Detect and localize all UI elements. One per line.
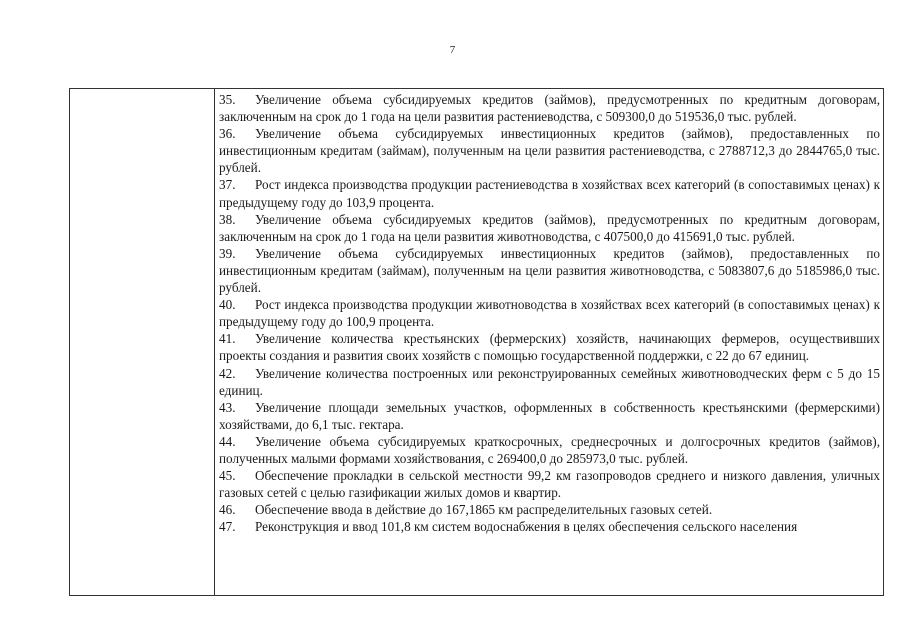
item-text: Увеличение объема субсидируемых инвестиционных кредитов (займов), предоставленных по инвестиционным кредитам (займам), полученным на цели развития растениеводства, с 2788712,3 до 2844765,0 тыс. рублей. (219, 126, 880, 176)
list-item (219, 91, 880, 125)
list-item (219, 176, 880, 210)
item-number: 41. (219, 331, 236, 347)
list-item (219, 365, 880, 399)
item-number: 39. (219, 245, 236, 261)
list-item (219, 296, 880, 330)
item-text: Обеспечение ввода в действие до 167,1865 км распределительных газовых сетей. (255, 502, 713, 518)
list-item (219, 501, 880, 518)
list-item (219, 211, 880, 245)
page-number: 7 (449, 44, 456, 56)
list-item (219, 433, 880, 467)
list-item (219, 467, 880, 501)
table-row (70, 89, 884, 596)
item-text: Обеспечение прокладки в сельской местности 99,2 км газопроводов среднего и низкого давления, уличных газовых сетей с целью газификации жилых домов и квартир. (219, 468, 880, 501)
item-number: 42. (219, 365, 236, 381)
item-text: Рост индекса производства продукции растениеводства в хозяйствах всех категорий (в сопоставимых ценах) к предыдущему году до 103,9 процента. (219, 177, 880, 210)
item-text: Увеличение количества крестьянских (фермерских) хозяйств, начинающих фермеров, осуществивших проекты создания и развития своих хозяйств с помощью государственной поддержки, с 22 до 67 единиц. (219, 331, 880, 364)
item-number: 47. (219, 519, 236, 535)
list-item (219, 518, 880, 535)
list-item (219, 125, 880, 176)
item-number: 36. (219, 126, 236, 142)
item-number: 45. (219, 468, 236, 484)
item-text: Увеличение объема субсидируемых инвестиционных кредитов (займов), предоставленных по инвестиционным кредитам (займам), полученным на цели развития животноводства, с 5083807,6 до 5185986,0 тыс. рублей. (219, 245, 880, 296)
item-number: 37. (219, 177, 236, 193)
item-text: Увеличение объема субсидируемых кредитов (займов), предусмотренных по кредитным договорам, заключенным на срок до 1 года на цели развития растениеводства, с 509300,0 до 519536,0 тыс. рублей. (219, 92, 880, 125)
item-number: 40. (219, 297, 236, 313)
list-item (219, 330, 880, 364)
item-number: 35. (219, 92, 236, 107)
list-item (219, 245, 880, 296)
document-table (69, 88, 884, 596)
item-text: Увеличение объема субсидируемых кредитов (займов), предусмотренных по кредитным договорам, заключенным на срок до 1 года на цели развития животноводства, с 407500,0 до 415691,0 тыс. рублей. (219, 211, 880, 244)
item-text: Увеличение площади земельных участков, оформленных в собственность крестьянскими (фермерскими) хозяйствами, до 6,1 тыс. гектара. (219, 399, 880, 432)
items-cell (215, 89, 884, 596)
item-text: Увеличение объема субсидируемых краткосрочных, среднесрочных и долгосрочных кредитов (займов), полученных малыми формами хозяйствования, с 269400,0 до 285973,0 тыс. рублей. (219, 433, 880, 466)
list-item (219, 399, 880, 433)
item-text: Увеличение количества построенных или реконструированных семейных животноводческих ферм с 5 до 15 единиц. (219, 365, 880, 398)
empty-left-cell (70, 89, 215, 596)
item-text: Реконструкция и ввод 101,8 км систем водоснабжения в целях обеспечения сельского населения (255, 519, 798, 535)
item-number: 38. (219, 211, 236, 227)
item-number: 46. (219, 502, 236, 518)
item-text: Рост индекса производства продукции животноводства в хозяйствах всех категорий (в сопоставимых ценах) к предыдущему году до 100,9 процента. (219, 297, 880, 330)
item-number: 43. (219, 399, 236, 415)
item-number: 44. (219, 433, 236, 449)
